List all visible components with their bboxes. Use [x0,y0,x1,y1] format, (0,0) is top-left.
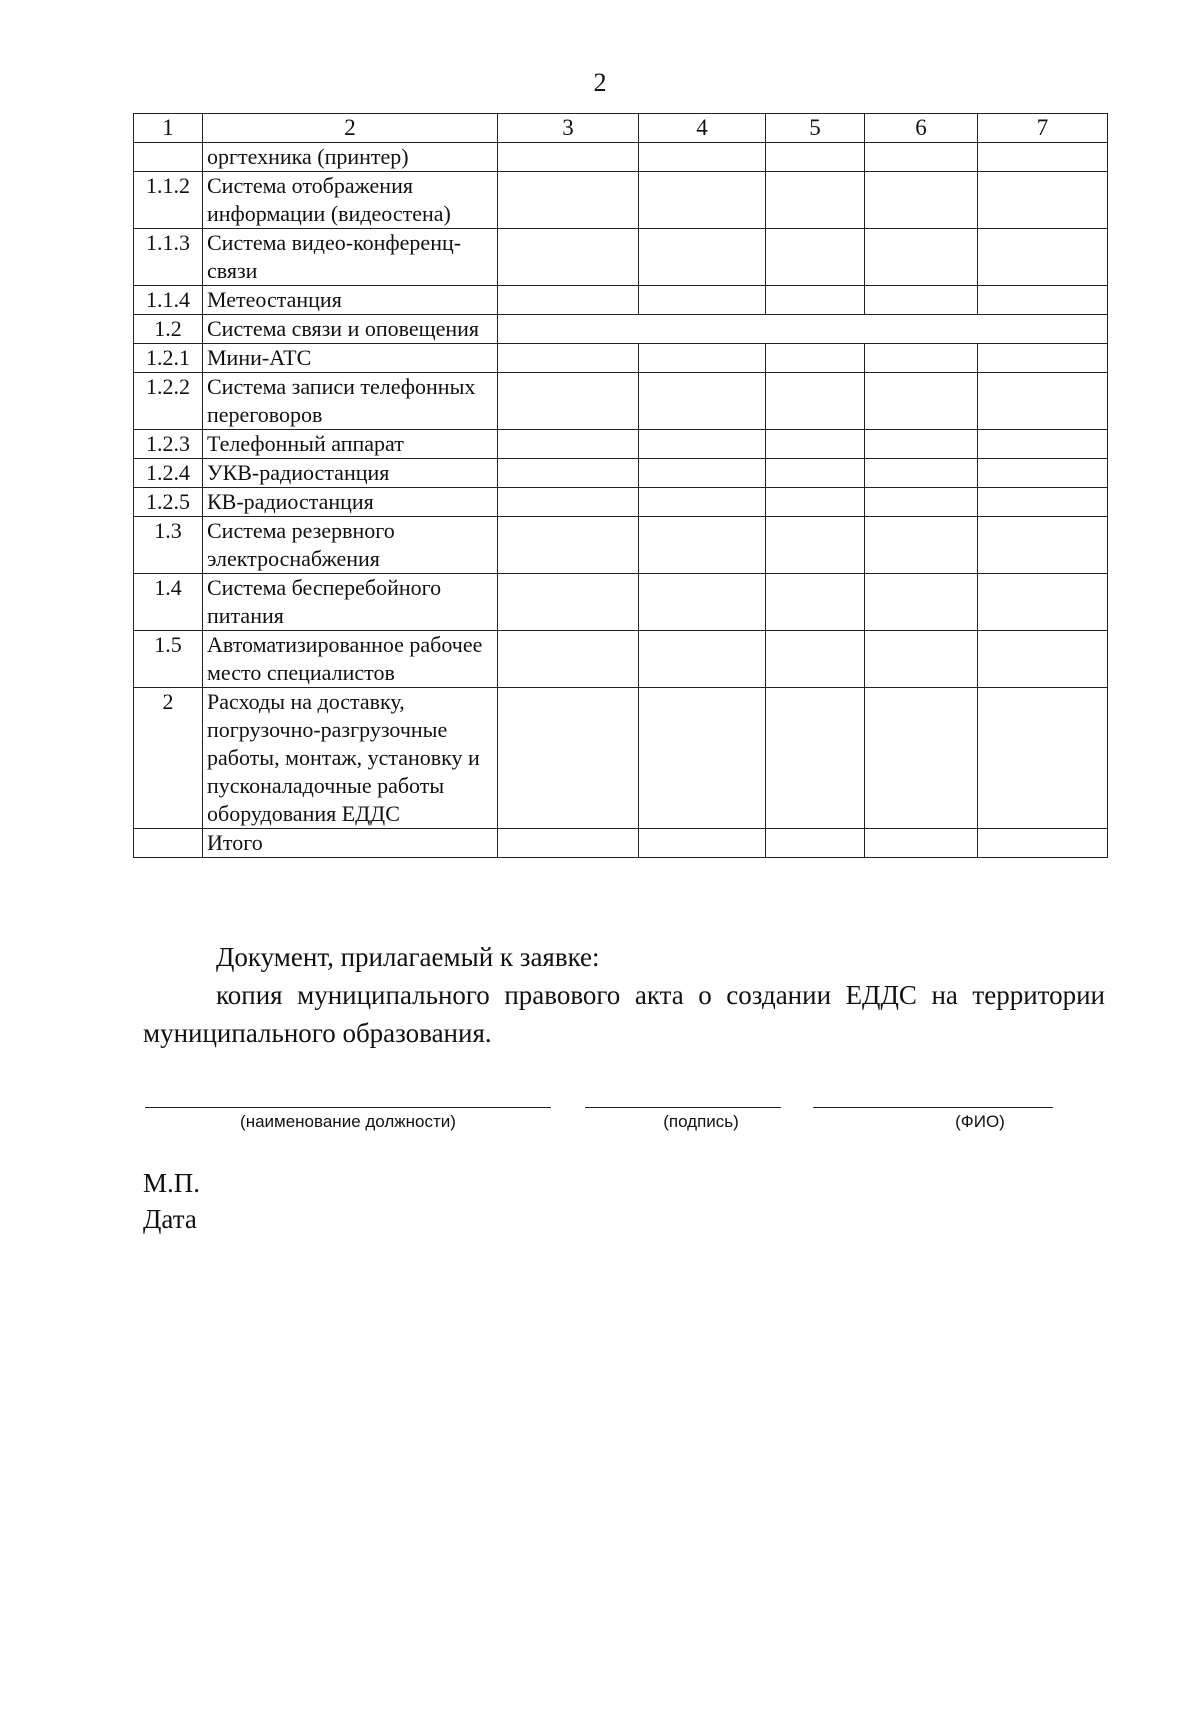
empty-cell [865,373,978,430]
table-row [134,574,1108,631]
empty-cell [766,631,865,688]
row-number-cell: 1.2.2 [134,373,203,430]
table-header-row [134,114,1108,143]
attachment-body: копия муниципального правового акта о создании ЕДДС на территории муниципального образования. [143,980,1105,1048]
empty-cell [639,430,766,459]
empty-cell [498,344,639,373]
row-number-cell: 2 [134,688,203,829]
empty-cell [498,172,639,229]
empty-cell [498,829,639,858]
empty-cell [865,574,978,631]
table-row [134,688,1108,829]
seal-label: М.П. [143,1168,201,1198]
empty-cell [639,459,766,488]
empty-cell [639,517,766,574]
empty-cell [865,488,978,517]
equipment-cost-table [133,113,1108,858]
empty-cell [978,430,1108,459]
row-number-cell: 1.1.4 [134,286,203,315]
empty-cell [498,229,639,286]
empty-cell [639,344,766,373]
empty-cell [865,631,978,688]
row-number-cell: 1.2.4 [134,459,203,488]
position-caption: (наименование должности) [240,1112,456,1131]
row-number-cell: 1.1.3 [134,229,203,286]
table-row [134,517,1108,574]
empty-cell [978,459,1108,488]
empty-cell [865,143,978,172]
table-row [134,286,1108,315]
row-name-cell: Система связи и оповещения [203,315,498,344]
empty-cell [766,143,865,172]
column-number-header: 1 [134,114,203,143]
table-row [134,143,1108,172]
row-name-cell: Система отображения информации (видеостена) [203,172,498,229]
column-number-header: 5 [766,114,865,143]
table-row [134,373,1108,430]
empty-cell [978,373,1108,430]
empty-cell [766,688,865,829]
empty-cell [766,286,865,315]
table-row [134,459,1108,488]
date-label: Дата [143,1204,197,1234]
empty-cell [766,229,865,286]
empty-cell [766,488,865,517]
empty-cell [978,631,1108,688]
empty-cell [978,286,1108,315]
empty-cell [766,574,865,631]
empty-cell [865,172,978,229]
empty-cell [639,574,766,631]
empty-cell [865,286,978,315]
empty-cell [498,459,639,488]
full-name-caption: (ФИО) [955,1112,1005,1131]
empty-cell [766,459,865,488]
table-row [134,631,1108,688]
attachment-title: Документ, прилагаемый к заявке: [216,942,600,972]
empty-cell [978,229,1108,286]
page-number: 2 [593,68,607,97]
row-number-cell: 1.2.5 [134,488,203,517]
empty-cell [766,344,865,373]
empty-cell [639,829,766,858]
row-number-cell: 1.3 [134,517,203,574]
row-number-cell: 1.2.3 [134,430,203,459]
row-number-cell: 1.4 [134,574,203,631]
empty-cell [865,517,978,574]
column-number-header: 3 [498,114,639,143]
position-signature-line [145,1107,551,1108]
row-name-cell: Телефонный аппарат [203,430,498,459]
empty-cell [498,286,639,315]
empty-cell [978,488,1108,517]
row-number-cell: 1.1.2 [134,172,203,229]
empty-cell [639,143,766,172]
row-name-cell: Система резервного электроснабжения [203,517,498,574]
empty-cell [865,430,978,459]
table-section-row [134,315,1108,344]
stamp-block [143,1165,200,1237]
table-row [134,344,1108,373]
empty-cell [978,172,1108,229]
empty-cell [766,829,865,858]
row-name-cell: оргтехника (принтер) [203,143,498,172]
empty-cell [498,574,639,631]
row-name-cell: Итого [203,829,498,858]
row-name-cell: Метеостанция [203,286,498,315]
empty-cell [865,829,978,858]
empty-cell [865,344,978,373]
empty-cell [766,430,865,459]
empty-cell [498,688,639,829]
signature-caption: (подпись) [663,1112,739,1131]
row-name-cell: Система бесперебойного питания [203,574,498,631]
empty-cell [498,631,639,688]
empty-cell [639,488,766,517]
empty-cell [498,430,639,459]
attachment-section [143,938,1105,1052]
empty-cell [639,172,766,229]
row-name-cell: Система видео-конференц-связи [203,229,498,286]
empty-cell [639,631,766,688]
row-name-cell: Автоматизированное рабочее место специалистов [203,631,498,688]
empty-cell [639,688,766,829]
column-number-header: 2 [203,114,498,143]
empty-cell [639,286,766,315]
full-name-signature-line [813,1107,1053,1108]
empty-cell [978,344,1108,373]
empty-cell [978,688,1108,829]
empty-cell [766,172,865,229]
empty-cell [978,574,1108,631]
row-name-cell: КВ-радиостанция [203,488,498,517]
table-row [134,229,1108,286]
row-name-cell: Мини-АТС [203,344,498,373]
empty-cell [766,517,865,574]
empty-cell [978,143,1108,172]
column-number-header: 4 [639,114,766,143]
row-number-cell: 1.5 [134,631,203,688]
table-row [134,172,1108,229]
empty-cell [865,229,978,286]
row-name-cell: Система записи телефонных переговоров [203,373,498,430]
row-name-cell: Расходы на доставку, погрузочно-разгрузочные работы, монтаж, установку и пусконаладочные работы оборудования ЕДДС [203,688,498,829]
table-total-row [134,829,1108,858]
empty-cell [865,459,978,488]
empty-cell [978,829,1108,858]
empty-cell [766,373,865,430]
column-number-header: 6 [865,114,978,143]
empty-cell [498,143,639,172]
table-row [134,430,1108,459]
empty-cell [498,517,639,574]
row-number-cell [134,829,203,858]
row-number-cell: 1.2.1 [134,344,203,373]
merged-empty-cell [498,315,1108,344]
empty-cell [639,229,766,286]
column-number-header: 7 [978,114,1108,143]
empty-cell [978,517,1108,574]
empty-cell [498,488,639,517]
row-number-cell: 1.2 [134,315,203,344]
row-number-cell [134,143,203,172]
empty-cell [865,688,978,829]
empty-cell [498,373,639,430]
empty-cell [639,373,766,430]
table-row [134,488,1108,517]
signature-line [585,1107,781,1108]
row-name-cell: УКВ-радиостанция [203,459,498,488]
